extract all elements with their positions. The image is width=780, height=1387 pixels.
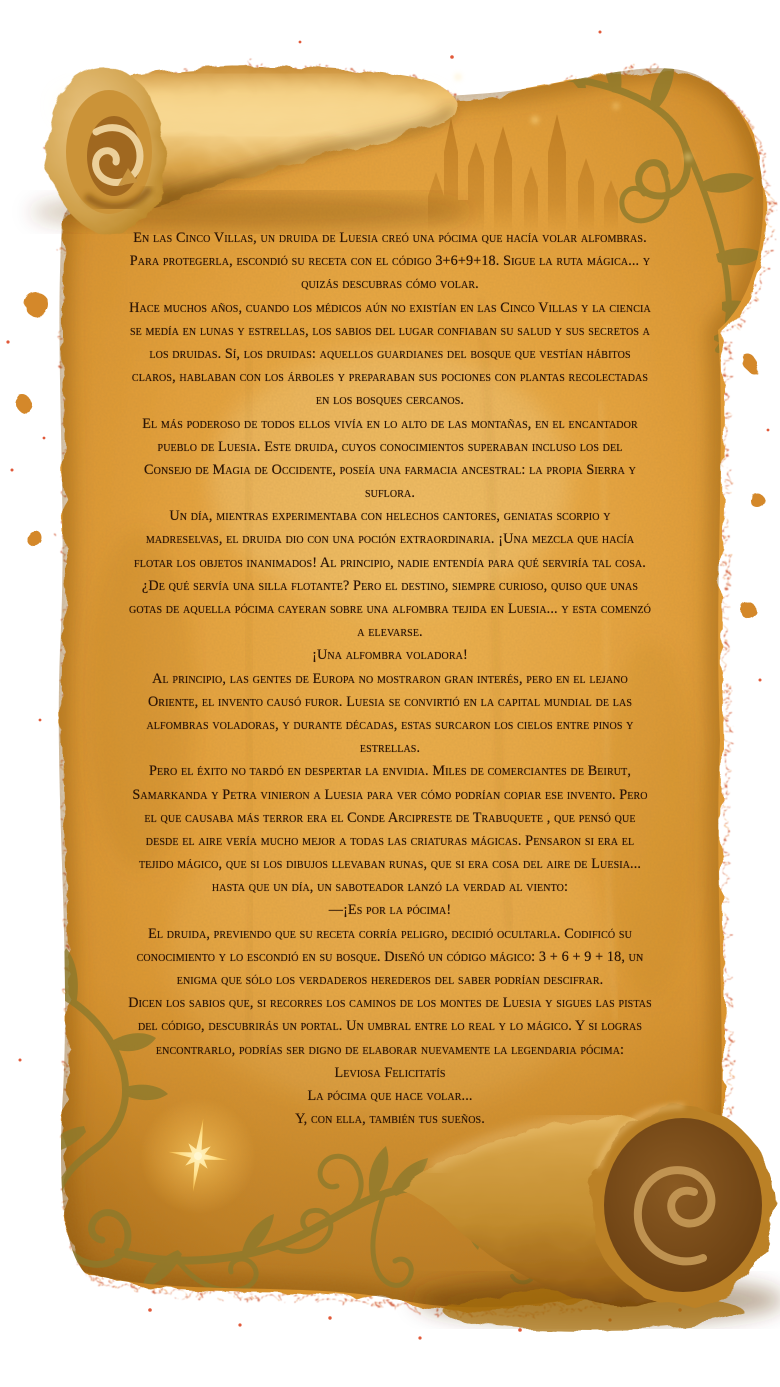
- text-line: —¡Es por la pócima!: [328, 902, 452, 919]
- text-line: encontrarlo, podrías ser digno de elaborar nuevamente la legendaria pócima:: [155, 1041, 625, 1058]
- text-line: flotar los objetos inanimados! Al principio, nadie entendía para qué serviría tal cosa.: [134, 554, 646, 571]
- text-line: claros, hablaban con los árboles y preparaban sus pociones con plantas recolectadas: [131, 369, 649, 386]
- text-line: suflora.: [364, 485, 416, 502]
- scroll-text: [40, 227, 740, 1131]
- text-line: el que causaba más terror era el Conde Arcipreste de Trabuquete , que pensó que: [144, 809, 636, 826]
- text-line: pueblo de Luesia. Este druida, cuyos conocimientos superaban incluso los del: [157, 438, 623, 455]
- text-line: Para protegerla, escondió su receta con el código 3+6+9+18. Sigue la ruta mágica... y: [129, 253, 651, 270]
- text-line: en los bosques cercanos.: [315, 392, 465, 409]
- text-line: ¿De qué servía una silla flotante? Pero el destino, siempre curioso, quiso que unas: [141, 577, 639, 594]
- text-line: Un día, mientras experimentaba con helechos cantores, geniatas scorpio y: [169, 508, 611, 525]
- text-line: desde el aire vería mucho mejor a todas las criaturas mágicas. Pensaron si era el: [145, 832, 635, 849]
- text-line: Pero el éxito no tardó en despertar la envidia. Miles de comerciantes de Beirut,: [148, 763, 632, 780]
- text-line: tejido mágico, que si los dibujos llevaban runas, que si era cosa del aire de Luesia...: [138, 856, 642, 873]
- text-line: del código, descubrirás un portal. Un umbral entre lo real y lo mágico. Y si logras: [137, 1018, 643, 1035]
- text-line: Y, con ella, también tus sueños.: [295, 1111, 485, 1128]
- text-line: En las Cinco Villas, un druida de Luesia creó una pócima que hacía volar alfombras.: [133, 230, 647, 246]
- text-line: quizás descubras cómo volar.: [301, 276, 479, 293]
- text-line: alfombras voladoras, y durante décadas, estas surcaron los cielos entre pinos y: [146, 716, 634, 733]
- text-line: Hace muchos años, cuando los médicos aún no existían en las Cinco Villas y la ciencia: [129, 299, 651, 316]
- text-line: Consejo de Magia de Occidente, poseía una farmacia ancestral: la propia Sierra y: [144, 461, 636, 478]
- text-line: Oriente, el invento causó furor. Luesia se convirtió en la capital mundial de las: [147, 693, 633, 710]
- text-line: conocimiento y lo escondió en su bosque. Diseñó un código mágico: 3 + 6 + 9 + 18, un: [136, 948, 644, 965]
- text-line: El druida, previendo que su receta corría peligro, decidió ocultarla. Codificó su: [148, 925, 632, 942]
- text-line: Samarkanda y Petra vinieron a Luesia para ver cómo podrían copiar ese invento. Pero: [132, 786, 648, 803]
- text-line: Al principio, las gentes de Europa no mostraron gran interés, pero en el lejano: [152, 670, 628, 687]
- text-line: La pócima que hace volar...: [307, 1087, 473, 1104]
- text-line: gotas de aquella pócima cayeran sobre una alfombra tejida en Luesia... y esta comenzó: [129, 601, 651, 617]
- text-line: ¡Una alfombra voladora!: [312, 647, 468, 664]
- text-line: hasta que un día, un saboteador lanzó la verdad al viento:: [211, 879, 569, 896]
- text-line: a elevarse.: [357, 624, 423, 641]
- text-line: Dicen los sabios que, si recorres los caminos de los montes de Luesia y sigues las pistas: [128, 995, 652, 1012]
- text-line: estrellas.: [359, 740, 421, 757]
- text-line: se medía en lunas y estrellas, los sabios del lugar confiaban su salud y sus secretos a: [129, 322, 651, 339]
- text-line: enigma que sólo los verdaderos herederos del saber podrían descifrar.: [176, 972, 604, 988]
- bottom-roll-spiral-end: [589, 1105, 773, 1303]
- text-line: madreselvas, el druida dio con una poción extraordinaria. ¡Una mezcla que hacía: [145, 531, 635, 548]
- text-line: Leviosa Felicitatís: [334, 1064, 446, 1081]
- text-line: El más poderoso de todos ellos vivía en lo alto de las montañas, en el encantador: [142, 415, 638, 432]
- text-line: los druidas. Sí, los druidas: aquellos guardianes del bosque que vestían hábitos: [149, 345, 631, 362]
